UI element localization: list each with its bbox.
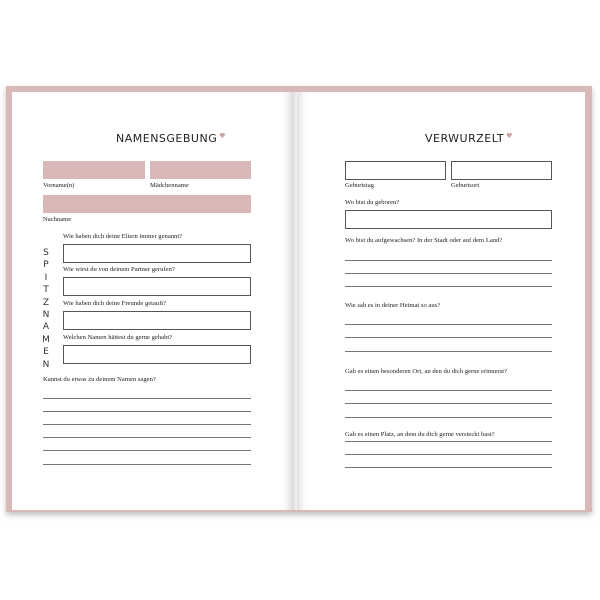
page-title-namensgebung: NAMENSGEBUNG ♥ bbox=[116, 132, 227, 145]
answer-line[interactable] bbox=[345, 467, 552, 468]
first-name-label: Vorname(n) bbox=[43, 182, 75, 189]
nickname-question-4: Welchen Namen hättest du gerne gehabt? bbox=[63, 334, 173, 341]
answer-line[interactable] bbox=[345, 286, 552, 287]
last-name-label: Nachname bbox=[43, 216, 72, 223]
letter: T bbox=[43, 285, 49, 296]
letter: P bbox=[43, 260, 49, 271]
birthplace-label: Geburtsort bbox=[451, 182, 480, 189]
answer-line[interactable] bbox=[43, 398, 251, 399]
letter: N bbox=[42, 359, 50, 370]
nickname-question-2: Wie wirst du von deinem Partner gerufen? bbox=[63, 266, 175, 273]
question-homeland: Wie sah es in deiner Heimat so aus? bbox=[345, 302, 441, 309]
maiden-name-field[interactable] bbox=[150, 161, 251, 179]
born-where-answer[interactable] bbox=[345, 210, 552, 229]
heart-icon: ♥ bbox=[506, 132, 513, 140]
maiden-name-label: Mädchenname bbox=[150, 182, 189, 189]
answer-line[interactable] bbox=[43, 464, 251, 465]
letter: A bbox=[42, 322, 50, 333]
nickname-answer-4[interactable] bbox=[63, 345, 251, 364]
birthday-field[interactable] bbox=[345, 161, 446, 180]
letter: I bbox=[44, 272, 48, 283]
answer-line[interactable] bbox=[43, 424, 251, 425]
heart-icon: ♥ bbox=[219, 132, 227, 140]
answer-line[interactable] bbox=[345, 454, 552, 455]
first-name-field[interactable] bbox=[43, 161, 145, 179]
last-name-field[interactable] bbox=[43, 195, 251, 213]
question-hiding-place: Gab es einen Platz, an dem du dich gerne versteckt hast? bbox=[345, 431, 495, 438]
question-birthplace: Wo bist du geboren? bbox=[345, 199, 400, 206]
answer-line[interactable] bbox=[43, 437, 251, 438]
vertical-word-spitznamen bbox=[40, 247, 52, 371]
answer-line[interactable] bbox=[345, 337, 552, 338]
answer-line[interactable] bbox=[345, 403, 552, 404]
answer-line[interactable] bbox=[345, 260, 552, 261]
answer-line[interactable] bbox=[345, 273, 552, 274]
answer-line[interactable] bbox=[345, 324, 552, 325]
nickname-answer-2[interactable] bbox=[63, 277, 251, 296]
letter: E bbox=[43, 347, 49, 358]
nickname-question-3: Wie haben dich deine Freunde getauft? bbox=[63, 300, 167, 307]
closing-question: Kannst du etwas zu deinem Namen sagen? bbox=[43, 376, 156, 383]
birthplace-field[interactable] bbox=[451, 161, 552, 180]
nickname-question-1: Wie haben dich deine Eltern immer genannt? bbox=[63, 233, 183, 240]
birthday-label: Geburtstag bbox=[345, 182, 374, 189]
letter: N bbox=[42, 310, 50, 321]
nickname-answer-1[interactable] bbox=[63, 244, 251, 263]
page-title-verwurzelt: VERWURZELT ♥ bbox=[425, 132, 513, 145]
question-special-place: Gab es einen besonderen Ort, an den du dich gerne erinnerst? bbox=[345, 368, 508, 375]
answer-line[interactable] bbox=[345, 441, 552, 442]
letter: M bbox=[42, 334, 50, 345]
right-page bbox=[297, 92, 585, 510]
answer-line[interactable] bbox=[345, 417, 552, 418]
answer-line[interactable] bbox=[43, 450, 251, 451]
answer-line[interactable] bbox=[43, 411, 251, 412]
answer-line[interactable] bbox=[345, 390, 552, 391]
answer-line[interactable] bbox=[345, 351, 552, 352]
nickname-answer-3[interactable] bbox=[63, 311, 251, 330]
letter: S bbox=[43, 248, 49, 258]
question-grew-up: Wo bist du aufgewachsen? In der Stadt oder auf dem Land? bbox=[345, 237, 503, 244]
letter: Z bbox=[42, 297, 50, 308]
